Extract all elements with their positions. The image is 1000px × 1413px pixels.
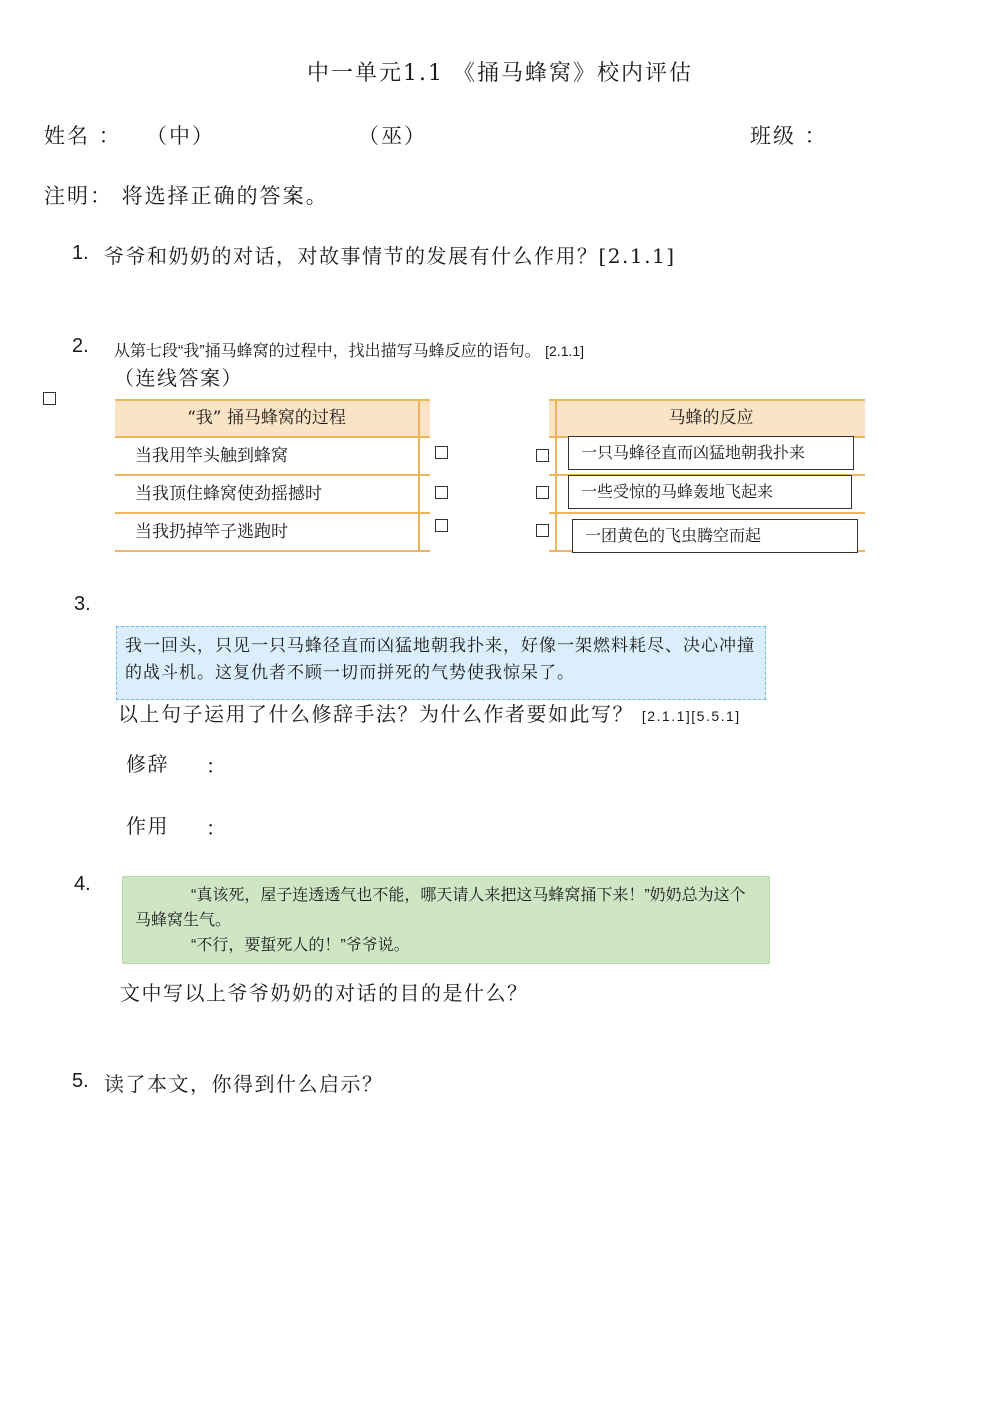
- reaction-item-1[interactable]: 一只马蜂径直而凶猛地朝我扑来: [568, 436, 854, 470]
- match-checkbox-left-1[interactable]: [435, 446, 448, 459]
- q4-quote-line-1: “真该死，屋子连透透气也不能，哪天请人来把这马蜂窝捅下来！”奶奶总为这个马蜂窝生气。: [135, 887, 746, 929]
- choice-wu[interactable]: （巫）: [358, 124, 427, 148]
- divider: [418, 438, 420, 474]
- q3-effect-colon: ：: [206, 816, 228, 840]
- q3-rhetoric-label: 修辞: [126, 752, 169, 776]
- q3-tag: [2.1.1][5.5.1]: [641, 708, 741, 724]
- process-row: [115, 476, 430, 514]
- process-header-label: “我” 捅马蜂窝的过程: [187, 408, 346, 428]
- q2-question: 从第七段“我”捅马蜂窝的过程中，找出描写马蜂反应的语句。: [114, 343, 541, 360]
- class-label: 班级 ：: [750, 124, 828, 148]
- page-title: 中一单元1.1 《捅马蜂窝》校内评估: [307, 61, 693, 86]
- reaction-item-3[interactable]: 一团黄色的飞虫腾空而起: [572, 519, 858, 553]
- process-item-2: 当我顶住蜂窝使劲摇撼时: [135, 484, 322, 504]
- match-checkbox-right-3[interactable]: [536, 524, 549, 537]
- q2-note: （连线答案）: [114, 366, 243, 390]
- process-item-3: 当我扔掉竿子逃跑时: [135, 522, 288, 542]
- divider: [555, 514, 557, 550]
- process-row: [115, 514, 430, 552]
- q5-number: 5.: [72, 1070, 89, 1092]
- match-checkbox-right-1[interactable]: [536, 449, 549, 462]
- q3-quote: 我一回头，只见一只马蜂径直而凶猛地朝我扑来，好像一架燃料耗尽、决心冲撞的战斗机。这复仇者不顾一切而拼死的气势使我惊呆了。: [116, 626, 766, 700]
- divider: [418, 401, 420, 436]
- reaction-header: [549, 399, 865, 438]
- q4-number: 4.: [74, 873, 91, 895]
- q1-text: 爷爷和奶奶的对话，对故事情节的发展有什么作用？[2.1.1]: [104, 244, 676, 268]
- match-checkbox-left-2[interactable]: [435, 486, 448, 499]
- q4-quote: [122, 876, 770, 964]
- instruction: 注明： 将选择正确的答案。: [44, 184, 329, 208]
- process-table: [115, 399, 430, 552]
- reaction-item-2[interactable]: 一些受惊的马蜂轰地飞起来: [568, 475, 852, 509]
- process-header: [115, 399, 430, 438]
- process-item-1: 当我用竿头触到蜂窝: [135, 446, 288, 466]
- q3-rhetoric-colon: ：: [206, 754, 228, 778]
- match-checkbox-left-3[interactable]: [435, 519, 448, 532]
- q2-tag: [2.1.1]: [545, 343, 585, 359]
- divider: [418, 476, 420, 512]
- q3-question-line: [118, 698, 741, 727]
- q3-question: 以上句子运用了什么修辞手法？为什么作者要如此写？: [118, 702, 634, 726]
- divider: [418, 514, 420, 550]
- q2-text: [114, 338, 584, 361]
- reaction-header-label: 马蜂的反应: [668, 408, 754, 428]
- q1-number: 1.: [72, 242, 89, 264]
- divider: [555, 438, 557, 474]
- name-label: 姓名 ：: [44, 124, 122, 148]
- q4-quote-line-2: “不行，要蜇死人的！”爷爷说。: [191, 937, 410, 954]
- stray-checkbox[interactable]: [43, 392, 56, 405]
- q5-text: 读了本文，你得到什么启示？: [104, 1072, 384, 1096]
- q3-effect-label: 作用: [126, 814, 169, 838]
- q3-number: 3.: [74, 593, 91, 615]
- match-checkbox-right-2[interactable]: [536, 486, 549, 499]
- choice-zhong[interactable]: （中）: [146, 124, 215, 148]
- q4-question: 文中写以上爷爷奶奶的对话的目的是什么？: [120, 981, 529, 1005]
- divider: [555, 476, 557, 512]
- q2-number: 2.: [72, 335, 89, 357]
- process-row: [115, 438, 430, 476]
